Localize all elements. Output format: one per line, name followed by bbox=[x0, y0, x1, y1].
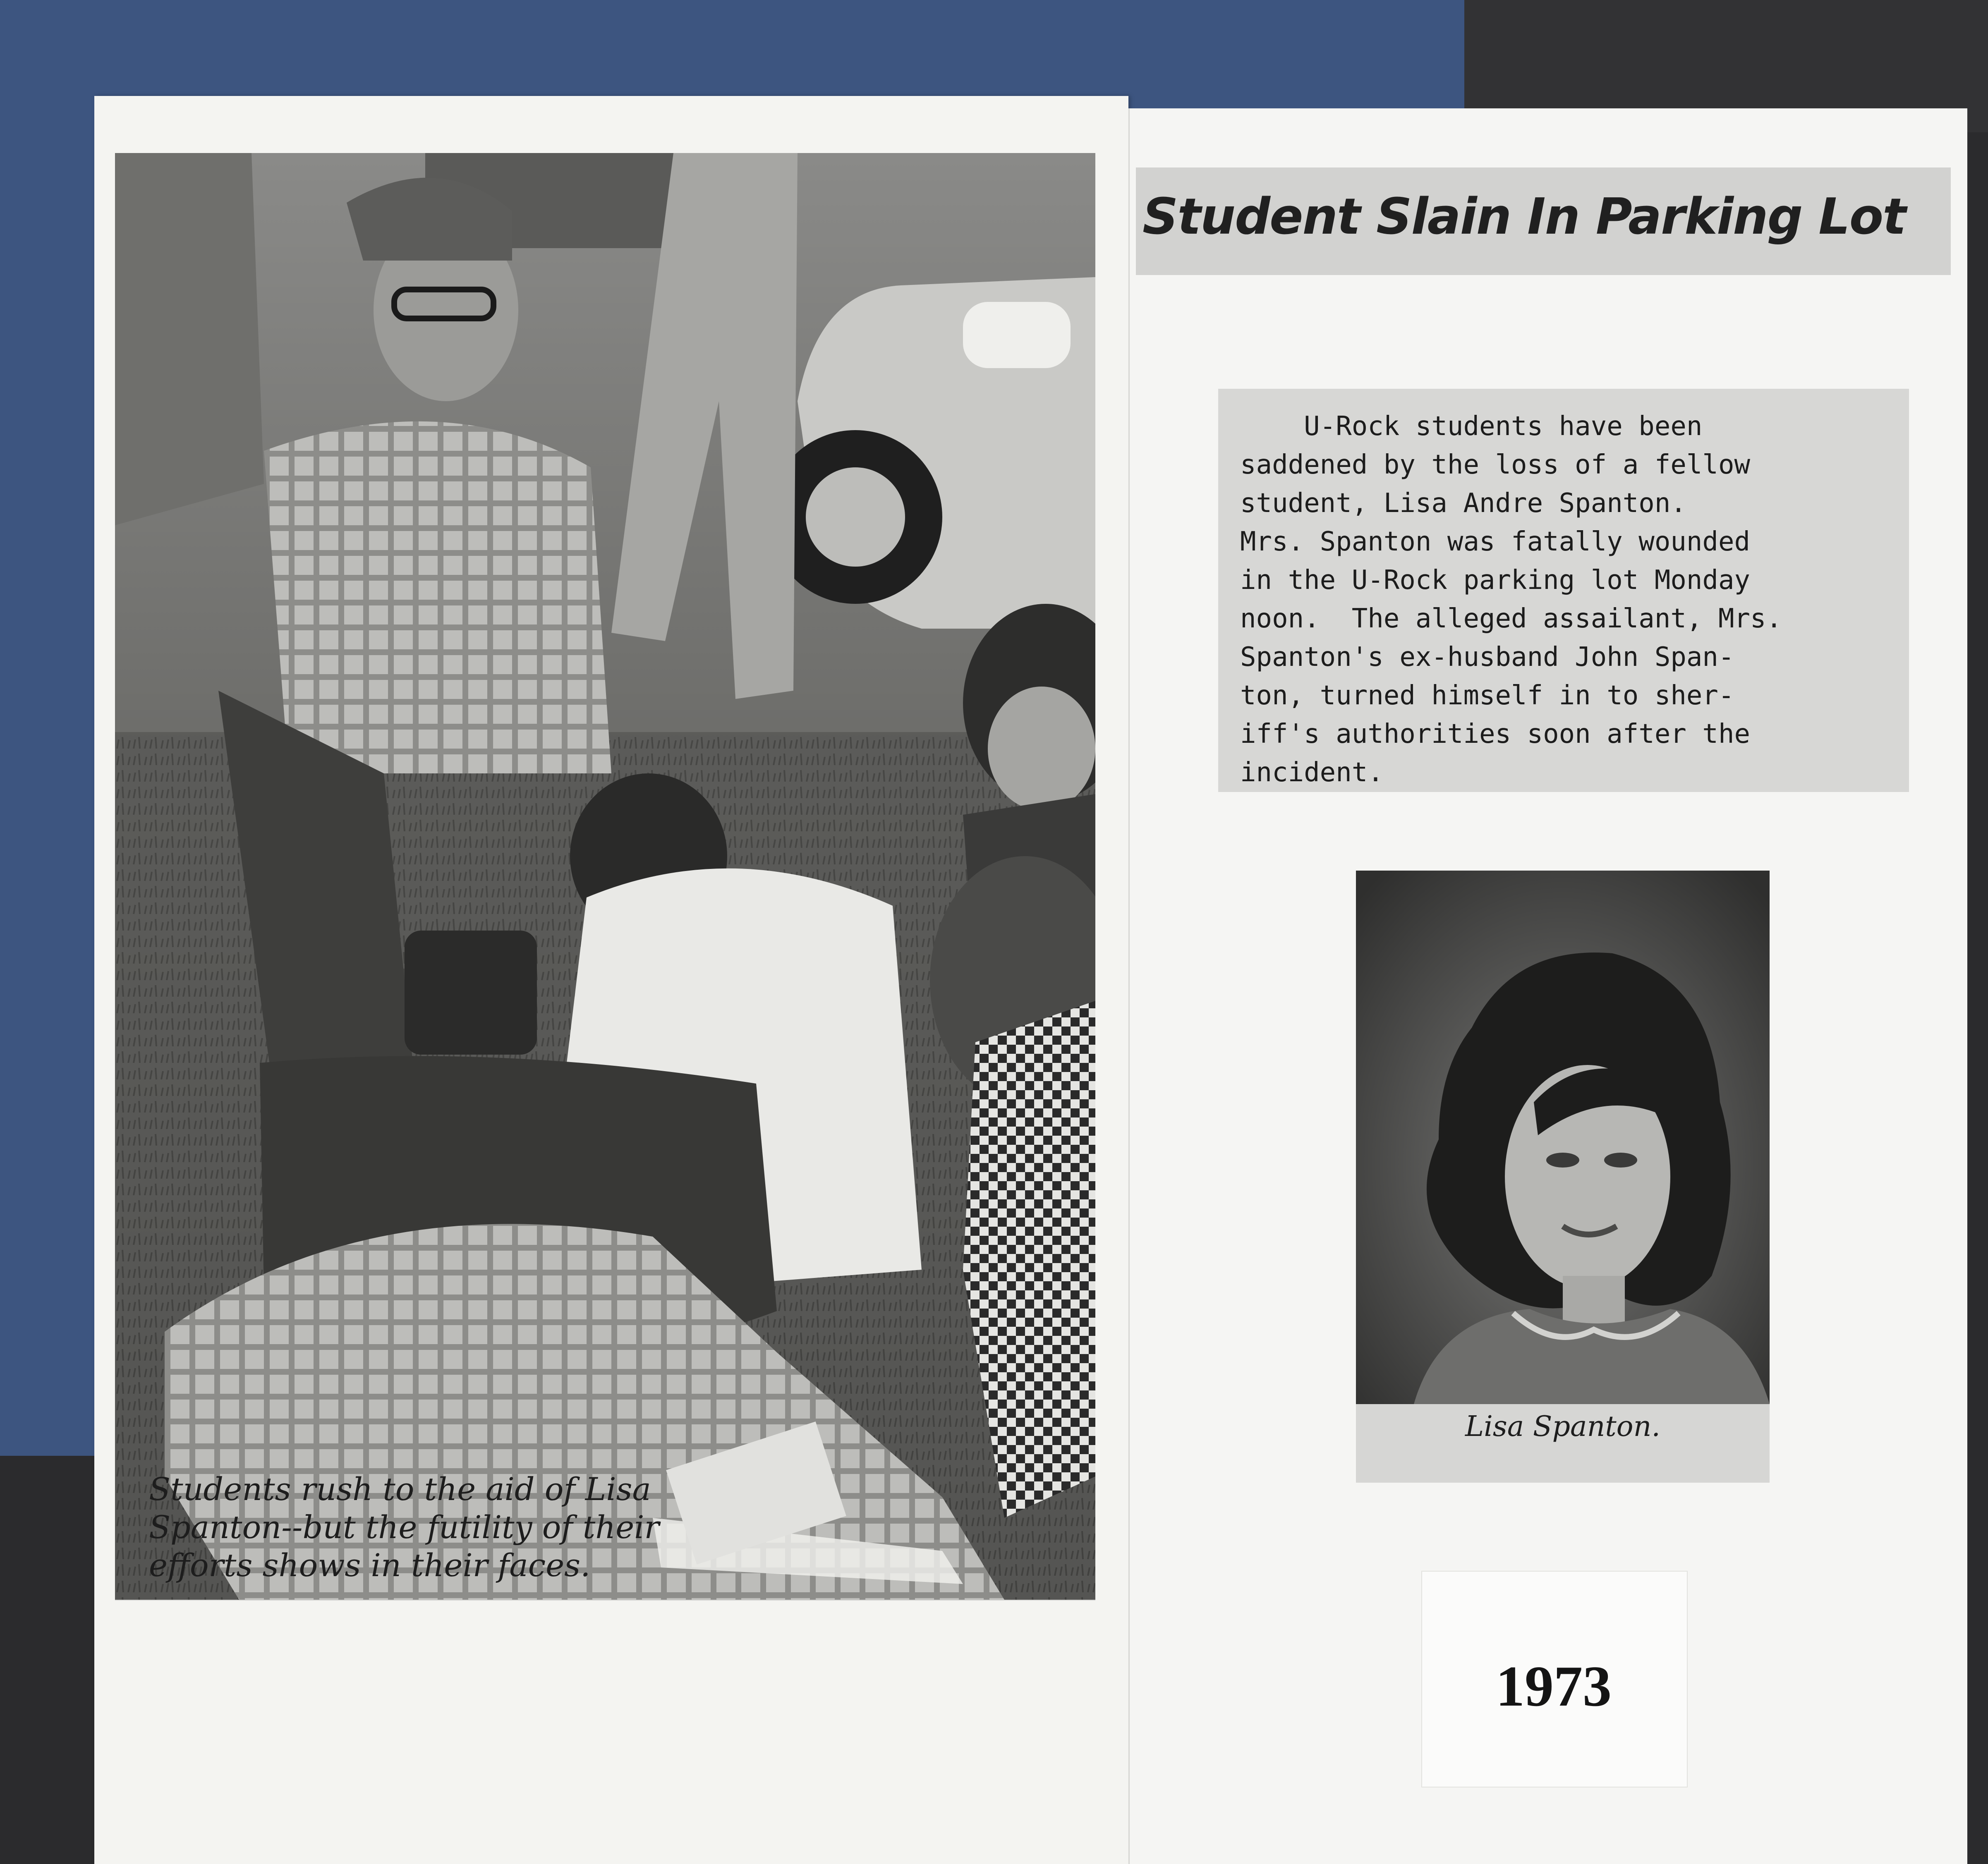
portrait-caption: Lisa Spanton. bbox=[1465, 1410, 1661, 1443]
news-photo-clipping bbox=[115, 153, 1095, 1601]
photo-caption bbox=[149, 1470, 1059, 1584]
article-line: iff's authorities soon after the bbox=[1240, 719, 1750, 749]
article-body bbox=[1240, 407, 1898, 792]
photo-caption-line-2: Spanton--but the futility of their bbox=[149, 1509, 659, 1546]
portrait-clipping bbox=[1356, 871, 1770, 1483]
article-line: incident. bbox=[1240, 757, 1384, 788]
article-line: U-Rock students have been bbox=[1240, 411, 1703, 442]
article-line: ton, turned himself in to sher- bbox=[1240, 680, 1734, 711]
article-line: noon. The alleged assailant, Mrs. bbox=[1240, 603, 1782, 634]
headline: Student Slain In Parking Lot bbox=[1143, 188, 1906, 246]
article-line: Spanton's ex-husband John Span- bbox=[1240, 642, 1734, 672]
photo-caption-line-3: efforts shows in their faces. bbox=[149, 1547, 591, 1584]
photo-caption-line-1: Students rush to the aid of Lisa bbox=[149, 1471, 651, 1507]
year-label: 1973 bbox=[1496, 1654, 1612, 1718]
article-line: saddened by the loss of a fellow bbox=[1240, 450, 1750, 480]
portrait-photo bbox=[1356, 871, 1770, 1404]
news-photograph bbox=[115, 153, 1095, 1600]
article-line: in the U-Rock parking lot Monday bbox=[1240, 565, 1750, 596]
article-line: Mrs. Spanton was fatally wounded bbox=[1240, 526, 1750, 557]
article-line: student, Lisa Andre Spanton. bbox=[1240, 488, 1686, 519]
